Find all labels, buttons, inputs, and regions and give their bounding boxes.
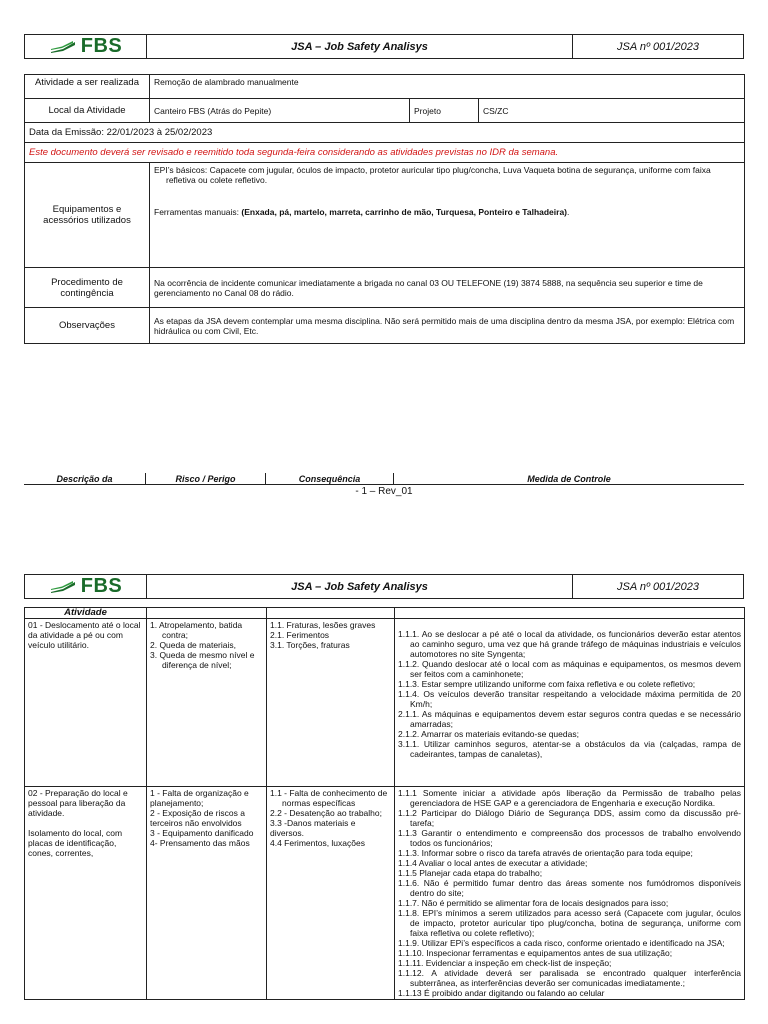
table-row xyxy=(25,787,745,1000)
list-item: 3. Queda de mesmo nível e diferença de nível; xyxy=(150,650,255,670)
list-item: 1 - Falta de organização e planejamento; xyxy=(150,788,249,808)
list-item: 1.1. Fraturas, lesões graves xyxy=(270,620,376,630)
list-item: 1.1 - Falta de conhecimento de normas específicas xyxy=(270,788,388,808)
list-item: 1.1.1. Ao se deslocar a pé até o local da atividade, os funcionários deverão estar atentos ao caminho seguro, uma vez que há grande tráfego de máquinas industriais e veículos automotores no site Syngenta; xyxy=(398,629,741,659)
proc-label: Procedimento de contingência xyxy=(25,268,150,308)
row1-activity: 01 - Deslocamento até o local da atividade a pé ou com veículo utilitário. xyxy=(25,619,147,787)
list-item: 3.1. Torções, fraturas xyxy=(270,640,350,650)
row2-activity-title: 02 - Preparação do local e pessoal para liberação da atividade. xyxy=(28,788,128,818)
list-item: 2.1.2. Amarrar os materiais evitando-se quedas; xyxy=(398,729,579,739)
row2-activity-detail: Isolamento do local, com placas de identificação, cones, correntes, xyxy=(28,828,123,858)
row2-risks xyxy=(147,787,267,1000)
list-item: 2.1.1. As máquinas e equipamentos devem estar seguros contra quedas e se necessário amarradas; xyxy=(398,709,741,729)
tools-suffix: . xyxy=(567,207,570,217)
page1-header xyxy=(24,34,744,59)
list-item: 1.1.7. Não é permitido se alimentar fora de locais designados para isso; xyxy=(398,898,669,908)
col-medida: Medida de Controle xyxy=(527,474,611,484)
list-item: 1.1.11. Evidenciar a inspeção em check-list de inspeção; xyxy=(398,958,612,968)
document-number-2: JSA nº 001/2023 xyxy=(617,580,699,593)
head-empty-4 xyxy=(395,608,745,619)
obs-label: Observações xyxy=(25,308,150,344)
list-item: 1. Atropelamento, batida contra; xyxy=(150,620,243,640)
list-item: 1.1.5 Planejar cada etapa do trabalho; xyxy=(398,868,543,878)
list-item: 1.1.10. Inspecionar ferramentas e equipamentos antes de sua utilização; xyxy=(398,948,673,958)
fbs-logo xyxy=(25,35,147,58)
row1-controls xyxy=(395,619,745,787)
list-item: 1.1.1 Somente iniciar a atividade após liberação da Permissão de trabalho pelas gerenciadora de HSE GAP e a gerenciadora de Engenharia e execução Nordika. xyxy=(398,788,741,808)
row1-risks xyxy=(147,619,267,787)
tools-list: (Enxada, pá, martelo, marreta, carrinho de mão, Turquesa, Ponteiro e Talhadeira) xyxy=(241,207,568,217)
document-title: JSA – Job Safety Analisys xyxy=(147,35,573,58)
list-item: 1.1.9. Utilizar EPi’s específicos a cada risco, conforme orientado e identificado na JSA; xyxy=(398,938,725,948)
document-number: JSA nº 001/2023 xyxy=(617,40,699,53)
col-risco: Risco / Perigo xyxy=(146,473,266,484)
list-item: 2 - Exposição de riscos a terceiros não envolvidos xyxy=(150,808,245,828)
col-descricao: Descrição da xyxy=(24,473,146,484)
revision-warning: Este documento deverá ser revisado e reemitido toda segunda-feira considerando as atividades previstas no IDR da semana. xyxy=(25,143,745,163)
equip-value xyxy=(150,163,745,268)
page-footer-rev: - 1 – Rev_01 xyxy=(355,486,413,497)
list-item: 1.1.3. Estar sempre utilizando uniforme com faixa refletiva e ou colete refletivo; xyxy=(398,679,696,689)
head-atividade: Atividade xyxy=(25,608,147,619)
column-header-strip xyxy=(24,473,744,485)
logo-text-2: FBS xyxy=(80,575,123,597)
local-label: Local da Atividade xyxy=(25,99,150,123)
list-item: 1.1.12. A atividade deverá ser paralisada se encontrado qualquer interferência subterrânea, as interferências deverão ser comunicadas imediatamente.; xyxy=(398,968,741,988)
list-item: 1.1.3 Garantir o entendimento e compreensão dos processos de trabalho envolvendo todos os funcionários; xyxy=(398,828,741,848)
list-item: 3.3 -Danos materiais e diversos. xyxy=(270,818,356,838)
list-item: 1.1.13 É proibido andar digitando ou falando ao celular xyxy=(398,988,605,998)
row2-activity xyxy=(25,787,147,1000)
list-item: 1.1.4. Os veículos deverão transitar respeitando a velocidade máxima permitida de 20 Km/h; xyxy=(398,689,741,709)
list-item: 4.4 Ferimentos, luxações xyxy=(270,838,365,848)
fbs-logo-swoosh-icon xyxy=(49,40,77,54)
head-empty-2 xyxy=(147,608,267,619)
info-table xyxy=(24,74,745,344)
data-emissao: Data da Emissão: 22/01/2023 à 25/02/2023 xyxy=(25,123,745,143)
list-item: 2.2 - Desatenção ao trabalho; xyxy=(270,808,382,818)
page2-header xyxy=(24,574,744,599)
list-item: 1.1.2 Participar do Diálogo Diário de Segurança DDS, assim como da discussão pré-tarefa; xyxy=(398,808,741,828)
projeto-value: CS/ZC xyxy=(479,99,745,123)
list-item: 4- Prensamento das mãos xyxy=(150,838,250,848)
list-item: 2. Queda de materiais, xyxy=(150,640,236,650)
tools-prefix: Ferramentas manuais: xyxy=(154,207,242,217)
obs-value: As etapas da JSA devem contemplar uma mesma disciplina. Não será permitido mais de uma disciplina dentro da mesma JSA, por exemplo: Elétrica com hidráulica ou com Civil, Etc. xyxy=(150,308,745,344)
equip-label: Equipamentos e acessórios utilizados xyxy=(25,163,150,268)
list-item: 2.1. Ferimentos xyxy=(270,630,330,640)
head-empty-3 xyxy=(267,608,395,619)
list-item: 1.1.2. Quando deslocar até o local com as máquinas e equipamentos, os mesmos devem ser feitos com a caminhonete; xyxy=(398,659,741,679)
equip-epi-text: EPI’s básicos: Capacete com jugular, óculos de impacto, protetor auricular tipo plug/concha, Luva Vaqueta botina de segurança, uniforme com faixa refletiva ou colete refletivo. xyxy=(154,165,711,185)
document-title-2: JSA – Job Safety Analisys xyxy=(147,575,573,598)
local-value: Canteiro FBS (Atrás do Pepite) xyxy=(150,99,410,123)
row2-controls xyxy=(395,787,745,1000)
list-item: 3.1.1. Utilizar caminhos seguros, atentar-se a obstáculos da via (calçadas, rampa de cadeirantes, tampas de canaletas), xyxy=(398,739,741,759)
col-consequencia: Consequência xyxy=(266,473,394,484)
fbs-logo-swoosh-icon xyxy=(49,580,77,594)
table-row xyxy=(25,619,745,787)
list-item: 3 - Equipamento danificado xyxy=(150,828,254,838)
logo-text: FBS xyxy=(80,35,123,57)
fbs-logo-2 xyxy=(25,575,147,598)
proc-value: Na ocorrência de incidente comunicar imediatamente a brigada no canal 03 OU TELEFONE (19) 3874 5888, na sequência seu superior e time de gerenciamento no Canal 08 do rádio. xyxy=(150,268,745,308)
list-item: 1.1.4 Avaliar o local antes de executar a atividade; xyxy=(398,858,588,868)
row1-consequences xyxy=(267,619,395,787)
projeto-label: Projeto xyxy=(410,99,479,123)
row2-consequences xyxy=(267,787,395,1000)
atividade-value: Remoção de alambrado manualmente xyxy=(150,75,745,99)
equip-tools-text xyxy=(154,207,740,217)
list-item: 1.1.8. EPI’s mínimos a serem utilizados para acesso será (Capacete com jugular, óculos de impacto, protetor auricular tipo plug/concha, botina de segurança, uniforme com faixa refletiva ou colete refletivo); xyxy=(398,908,741,938)
list-item: 1.1.3. Informar sobre o risco da tarefa através de orientação para toda equipe; xyxy=(398,848,693,858)
list-item: 1.1.6. Não é permitido fumar dentro das áreas somente nos fumódromos disponíveis dentro do site; xyxy=(398,878,741,898)
atividade-label: Atividade a ser realizada xyxy=(25,75,150,99)
jsa-steps-table xyxy=(24,607,745,1000)
